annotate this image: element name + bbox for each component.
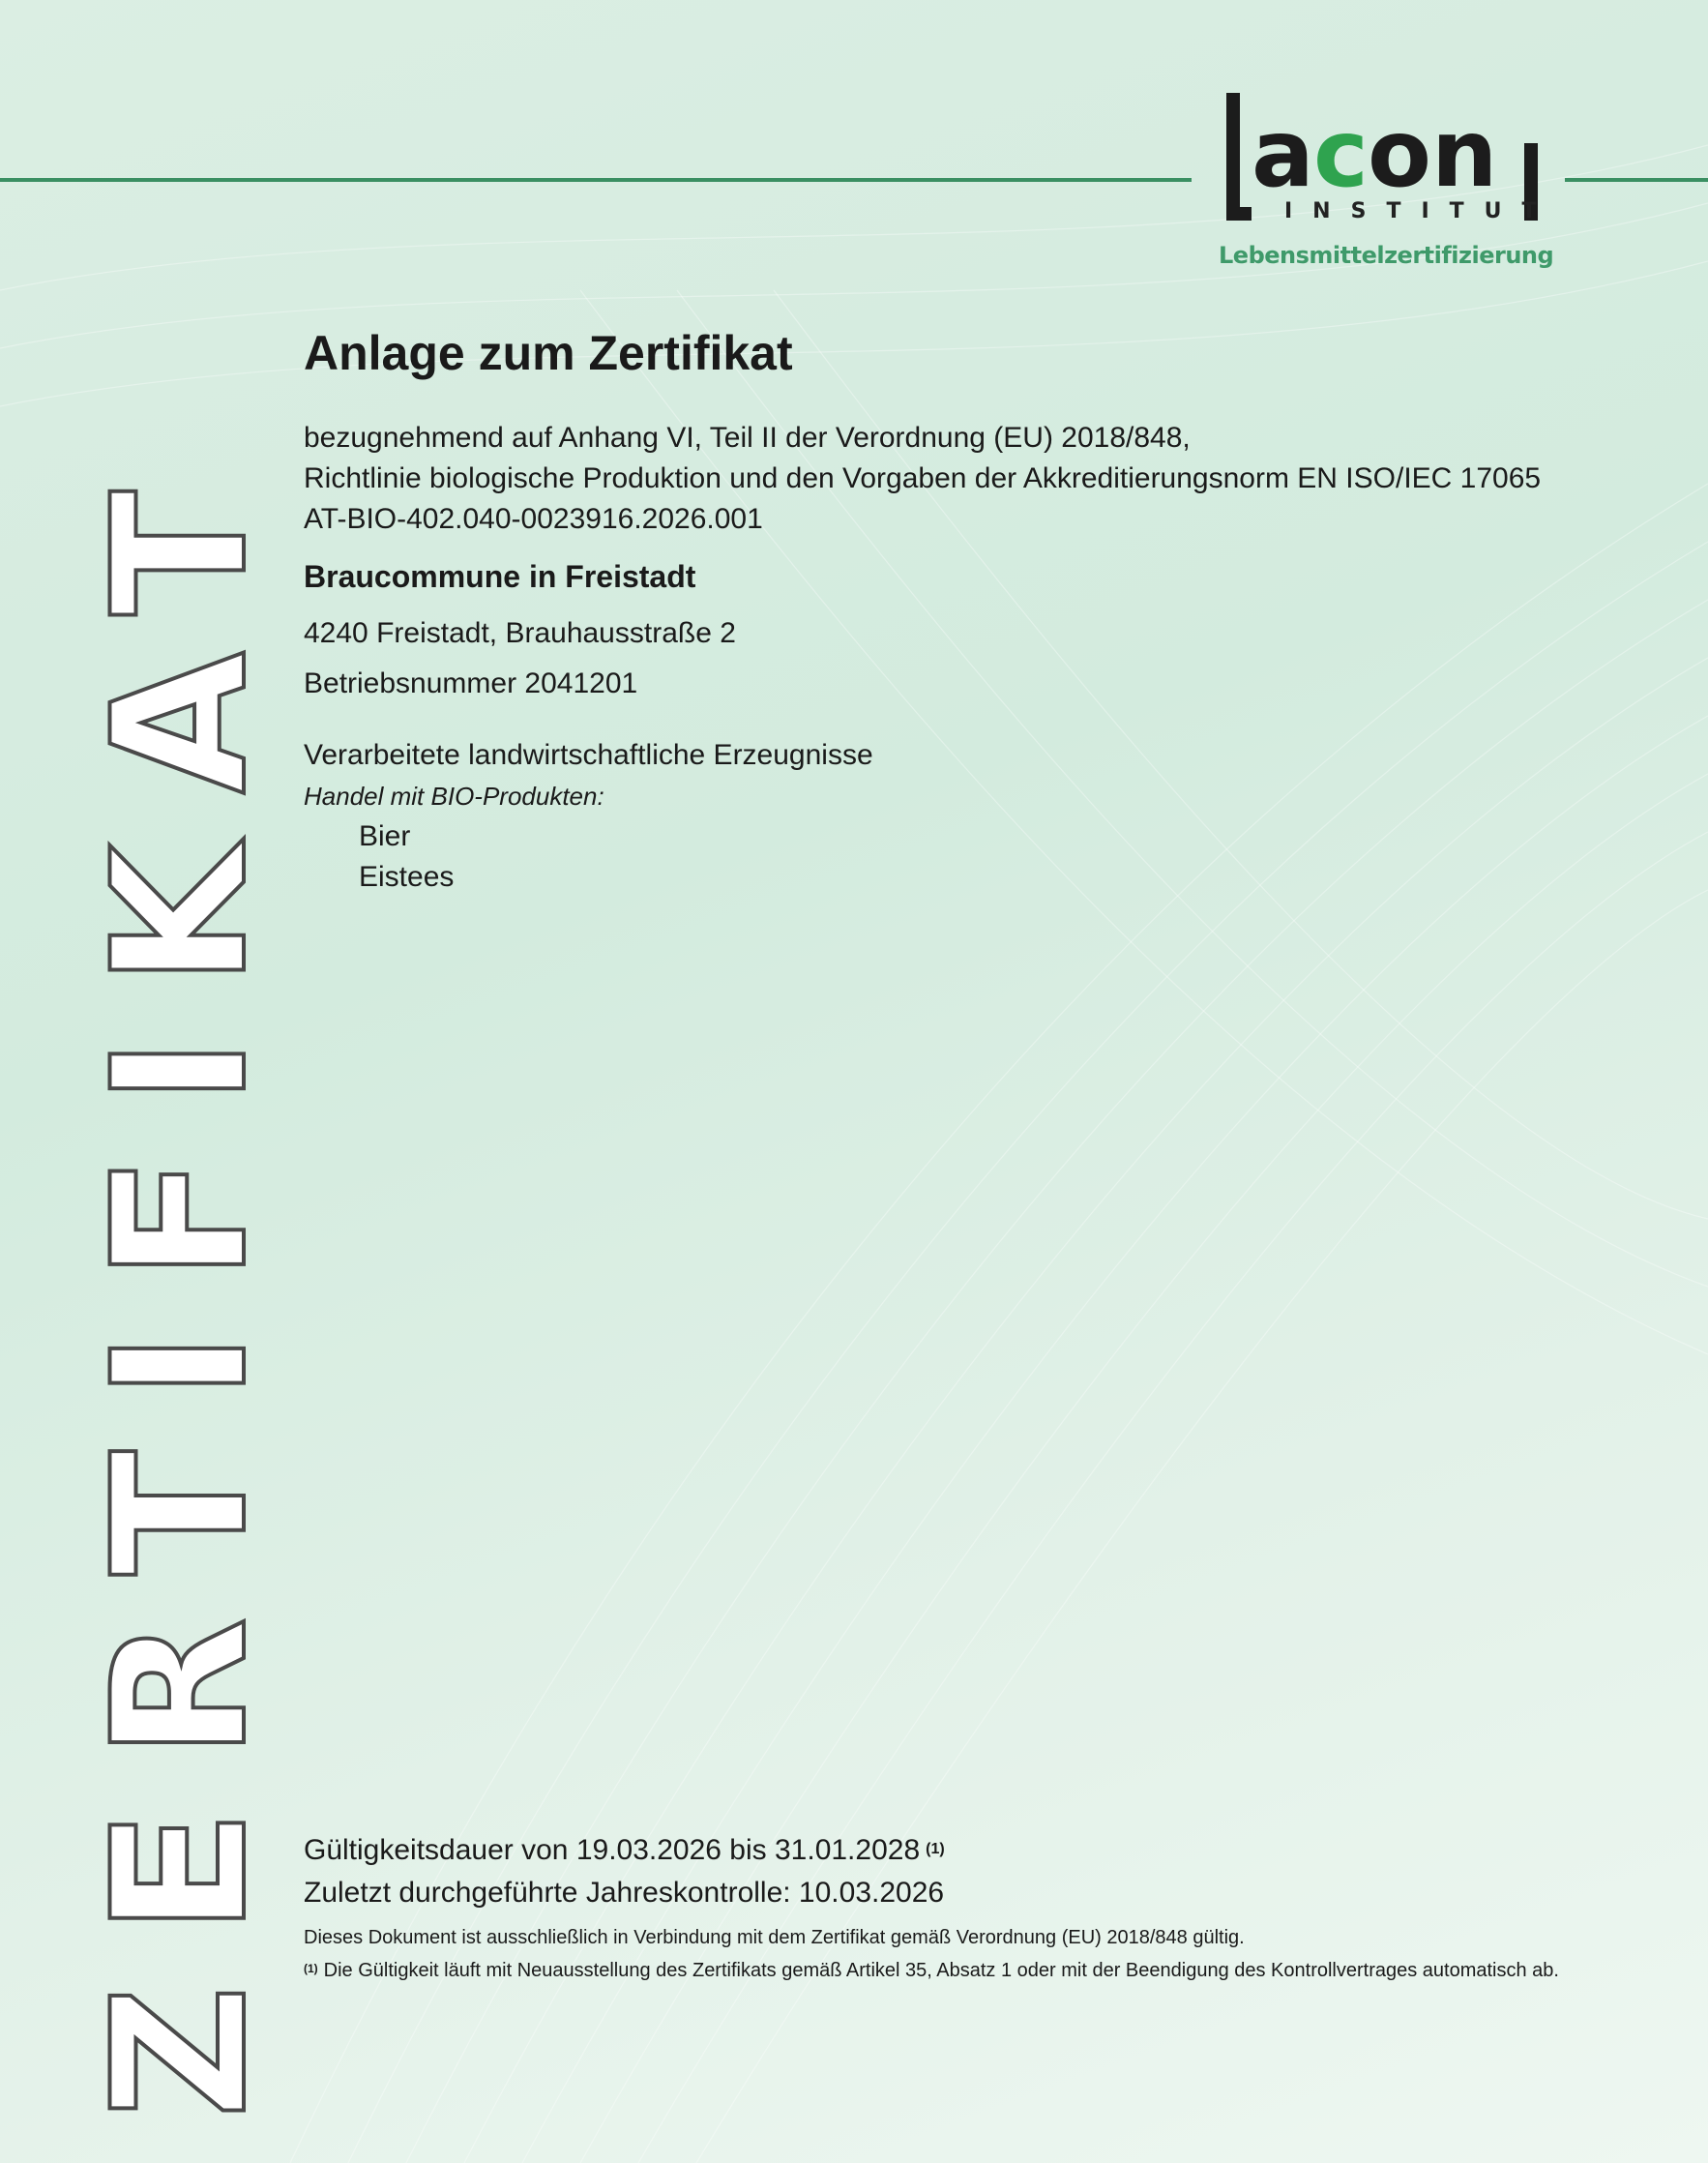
footnote-text: Die Gültigkeit läuft mit Neuausstellung des Zertifikats gemäß Artikel 35, Absatz 1 oder mit der Beendigung des Kontrollvertrages automatisch ab. xyxy=(323,1960,1559,1981)
logo-institut-text: INSTITUT xyxy=(1284,199,1557,223)
certificate-number: AT-BIO-402.040-0023916.2026.001 xyxy=(304,503,763,535)
reference-line-standard: Richtlinie biologische Produktion und den Vorgaben der Akkreditierungsnorm EN ISO/IEC 17065 xyxy=(304,462,1542,494)
validity-period xyxy=(304,1834,945,1867)
operation-number: Betriebsnummer 2041201 xyxy=(304,667,638,699)
lacon-logo xyxy=(1213,85,1561,279)
product-item: Eistees xyxy=(359,861,455,893)
product-subcategory: Handel mit BIO-Produkten: xyxy=(304,782,604,811)
svg-text:ZERTIFIKAT: ZERTIFIKAT xyxy=(74,439,287,2119)
logo-tagline: Lebensmittelzertifizierung xyxy=(1219,242,1554,269)
document-title: Anlage zum Zertifikat xyxy=(304,326,793,380)
footnote-mark: (1) xyxy=(304,1962,318,1975)
header-rule-left xyxy=(0,178,1192,182)
header-rule-right xyxy=(1565,178,1708,182)
validity-footnote-mark: (1) xyxy=(926,1841,945,1857)
company-name: Braucommune in Freistadt xyxy=(304,559,696,594)
product-category: Verarbeitete landwirtschaftliche Erzeugnisse xyxy=(304,739,873,771)
reference-line-regulation: bezugnehmend auf Anhang VI, Teil II der Verordnung (EU) 2018/848, xyxy=(304,422,1191,454)
validity-text: Gültigkeitsdauer von 19.03.2026 bis 31.01.2028 xyxy=(304,1834,921,1866)
company-address: 4240 Freistadt, Brauhausstraße 2 xyxy=(304,617,736,649)
footnote xyxy=(304,1956,1629,1987)
last-inspection: Zuletzt durchgeführte Jahreskontrolle: 10.03.2026 xyxy=(304,1877,945,1909)
product-item: Bier xyxy=(359,820,411,852)
zertifikat-vertical-word xyxy=(74,271,287,2119)
validity-note: Dieses Dokument ist ausschließlich in Verbindung mit dem Zertifikat gemäß Verordnung (EU) 2018/848 gültig. xyxy=(304,1927,1245,1948)
svg-text:c: c xyxy=(1313,100,1369,208)
svg-text:on: on xyxy=(1368,100,1498,208)
svg-text:a: a xyxy=(1252,100,1314,208)
